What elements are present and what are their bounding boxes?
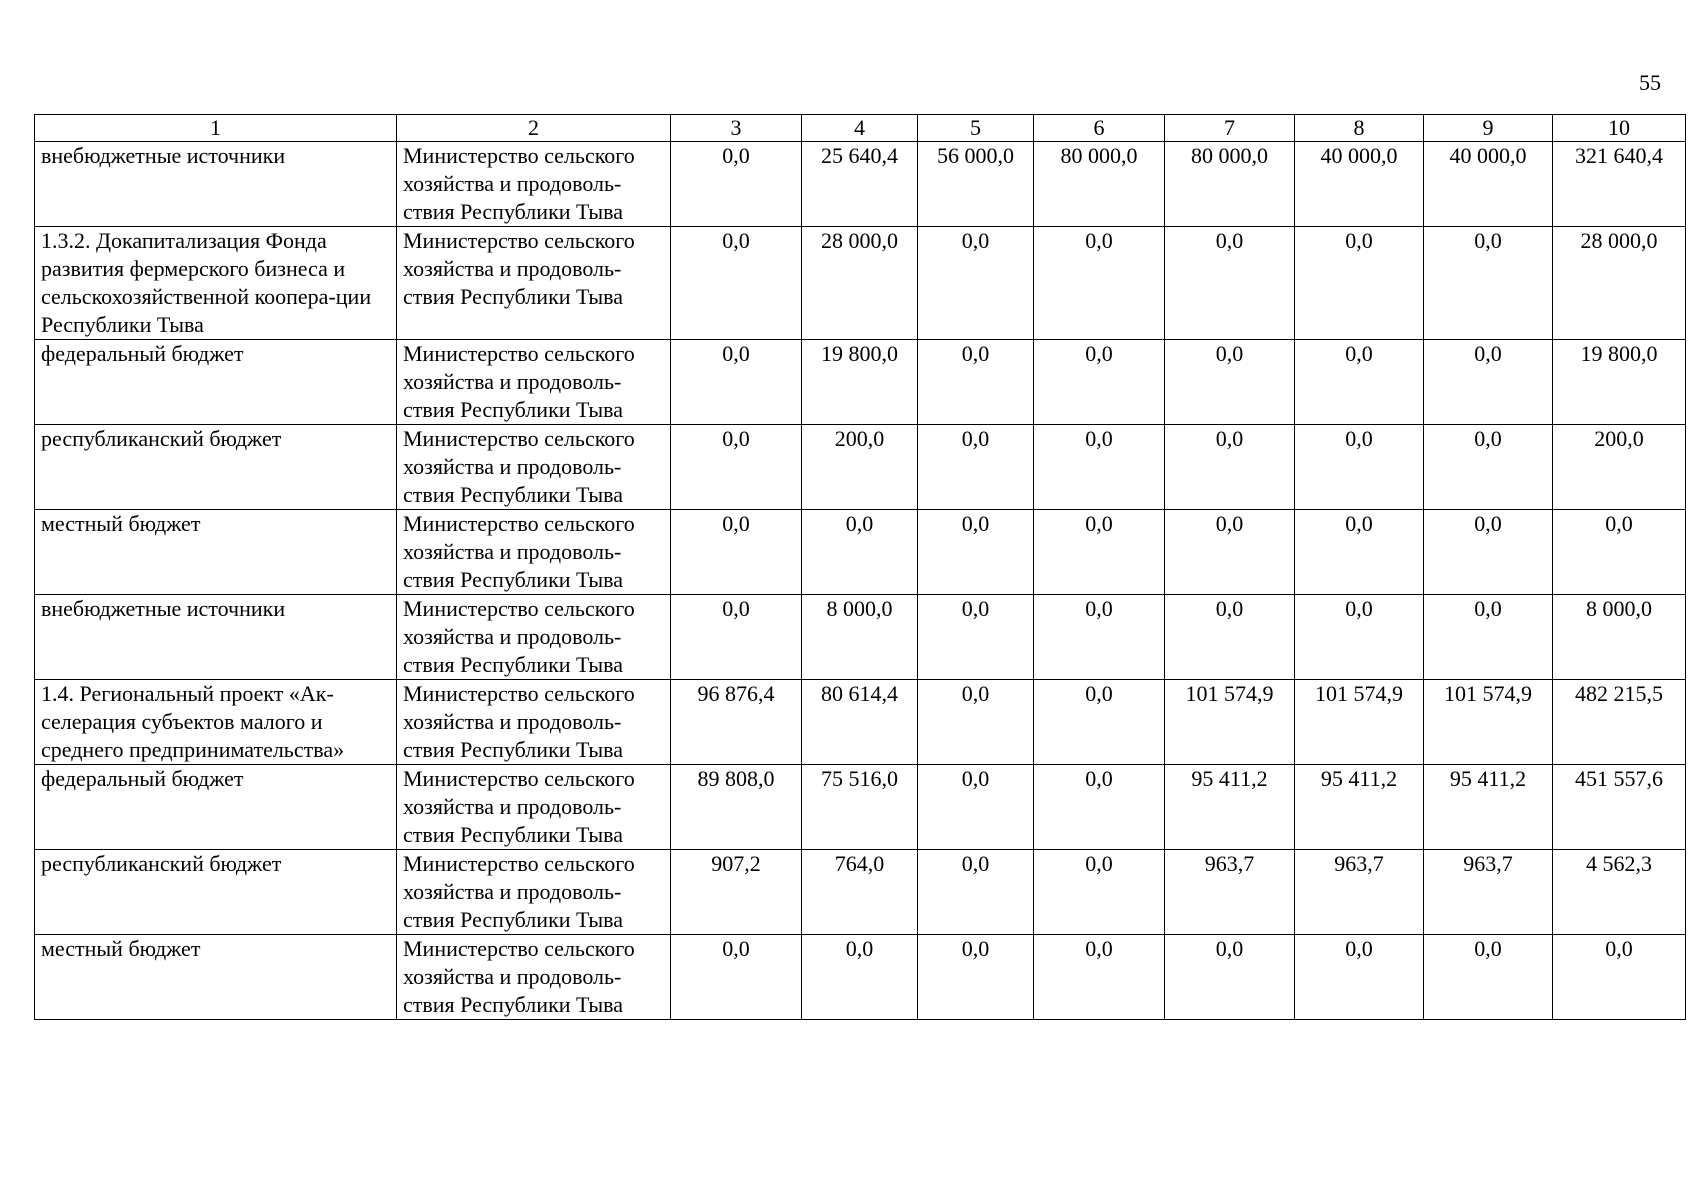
value-cell: 28 000,0 bbox=[1553, 227, 1686, 340]
table-row bbox=[35, 935, 1686, 1020]
value-cell: 95 411,2 bbox=[1424, 765, 1553, 850]
value-cell: 0,0 bbox=[1165, 227, 1295, 340]
table-row bbox=[35, 142, 1686, 227]
table-row bbox=[35, 425, 1686, 510]
value-cell: 8 000,0 bbox=[1553, 595, 1686, 680]
row-name-cell: 1.4. Региональный проект «Ак-селерация субъектов малого и среднего предпринимательства» bbox=[35, 680, 397, 765]
value-cell: 764,0 bbox=[802, 850, 918, 935]
value-cell: 0,0 bbox=[802, 510, 918, 595]
value-cell: 0,0 bbox=[1424, 935, 1553, 1020]
row-executor-cell: Министерство сельского хозяйства и продоволь-ствия Республики Тыва bbox=[397, 680, 671, 765]
value-cell: 0,0 bbox=[1553, 510, 1686, 595]
row-executor-cell: Министерство сельского хозяйства и продоволь-ствия Республики Тыва bbox=[397, 850, 671, 935]
value-cell: 95 411,2 bbox=[1295, 765, 1424, 850]
column-header: 10 bbox=[1553, 115, 1686, 142]
row-name-cell: местный бюджет bbox=[35, 935, 397, 1020]
value-cell: 907,2 bbox=[671, 850, 802, 935]
value-cell: 0,0 bbox=[671, 142, 802, 227]
table-header-row bbox=[35, 115, 1686, 142]
column-header: 6 bbox=[1034, 115, 1165, 142]
value-cell: 0,0 bbox=[1295, 595, 1424, 680]
table-row bbox=[35, 595, 1686, 680]
value-cell: 0,0 bbox=[1424, 510, 1553, 595]
value-cell: 0,0 bbox=[671, 425, 802, 510]
value-cell: 75 516,0 bbox=[802, 765, 918, 850]
row-executor-cell: Министерство сельского хозяйства и продоволь-ствия Республики Тыва bbox=[397, 340, 671, 425]
value-cell: 19 800,0 bbox=[802, 340, 918, 425]
value-cell: 0,0 bbox=[1295, 340, 1424, 425]
value-cell: 0,0 bbox=[1295, 510, 1424, 595]
value-cell: 101 574,9 bbox=[1424, 680, 1553, 765]
table-row bbox=[35, 510, 1686, 595]
row-name-cell: федеральный бюджет bbox=[35, 765, 397, 850]
value-cell: 0,0 bbox=[1295, 227, 1424, 340]
value-cell: 0,0 bbox=[671, 340, 802, 425]
value-cell: 0,0 bbox=[918, 850, 1034, 935]
value-cell: 28 000,0 bbox=[802, 227, 918, 340]
value-cell: 0,0 bbox=[918, 227, 1034, 340]
value-cell: 40 000,0 bbox=[1424, 142, 1553, 227]
value-cell: 0,0 bbox=[918, 340, 1034, 425]
value-cell: 101 574,9 bbox=[1295, 680, 1424, 765]
value-cell: 0,0 bbox=[1424, 227, 1553, 340]
value-cell: 0,0 bbox=[671, 227, 802, 340]
column-header: 7 bbox=[1165, 115, 1295, 142]
table-row bbox=[35, 340, 1686, 425]
value-cell: 0,0 bbox=[1034, 425, 1165, 510]
value-cell: 0,0 bbox=[1295, 935, 1424, 1020]
value-cell: 0,0 bbox=[1034, 227, 1165, 340]
column-header: 1 bbox=[35, 115, 397, 142]
table-row bbox=[35, 765, 1686, 850]
column-header: 8 bbox=[1295, 115, 1424, 142]
value-cell: 0,0 bbox=[1034, 595, 1165, 680]
column-header: 4 bbox=[802, 115, 918, 142]
value-cell: 451 557,6 bbox=[1553, 765, 1686, 850]
value-cell: 96 876,4 bbox=[671, 680, 802, 765]
value-cell: 0,0 bbox=[671, 510, 802, 595]
value-cell: 0,0 bbox=[1034, 340, 1165, 425]
value-cell: 0,0 bbox=[1424, 595, 1553, 680]
value-cell: 40 000,0 bbox=[1295, 142, 1424, 227]
row-executor-cell: Министерство сельского хозяйства и продоволь-ствия Республики Тыва bbox=[397, 227, 671, 340]
value-cell: 80 000,0 bbox=[1165, 142, 1295, 227]
row-executor-cell: Министерство сельского хозяйства и продоволь-ствия Республики Тыва bbox=[397, 425, 671, 510]
value-cell: 963,7 bbox=[1424, 850, 1553, 935]
value-cell: 963,7 bbox=[1165, 850, 1295, 935]
value-cell: 0,0 bbox=[918, 425, 1034, 510]
value-cell: 0,0 bbox=[918, 935, 1034, 1020]
column-header: 3 bbox=[671, 115, 802, 142]
table-row bbox=[35, 850, 1686, 935]
value-cell: 95 411,2 bbox=[1165, 765, 1295, 850]
budget-table bbox=[34, 114, 1686, 1020]
row-executor-cell: Министерство сельского хозяйства и продоволь-ствия Республики Тыва bbox=[397, 595, 671, 680]
column-header: 9 bbox=[1424, 115, 1553, 142]
value-cell: 0,0 bbox=[1034, 935, 1165, 1020]
value-cell: 0,0 bbox=[1165, 935, 1295, 1020]
value-cell: 0,0 bbox=[1034, 510, 1165, 595]
row-name-cell: внебюджетные источники bbox=[35, 142, 397, 227]
value-cell: 0,0 bbox=[1034, 680, 1165, 765]
page-number: 55 bbox=[1639, 70, 1661, 95]
row-name-cell: республиканский бюджет bbox=[35, 850, 397, 935]
value-cell: 0,0 bbox=[671, 935, 802, 1020]
row-executor-cell: Министерство сельского хозяйства и продоволь-ствия Республики Тыва bbox=[397, 935, 671, 1020]
value-cell: 0,0 bbox=[671, 595, 802, 680]
value-cell: 963,7 bbox=[1295, 850, 1424, 935]
value-cell: 0,0 bbox=[918, 765, 1034, 850]
value-cell: 0,0 bbox=[1295, 425, 1424, 510]
value-cell: 0,0 bbox=[802, 935, 918, 1020]
row-executor-cell: Министерство сельского хозяйства и продоволь-ствия Республики Тыва bbox=[397, 142, 671, 227]
value-cell: 0,0 bbox=[1034, 765, 1165, 850]
table-row bbox=[35, 227, 1686, 340]
value-cell: 0,0 bbox=[1165, 425, 1295, 510]
value-cell: 482 215,5 bbox=[1553, 680, 1686, 765]
table-row bbox=[35, 680, 1686, 765]
value-cell: 200,0 bbox=[802, 425, 918, 510]
value-cell: 80 614,4 bbox=[802, 680, 918, 765]
value-cell: 4 562,3 bbox=[1553, 850, 1686, 935]
value-cell: 0,0 bbox=[918, 680, 1034, 765]
row-name-cell: федеральный бюджет bbox=[35, 340, 397, 425]
row-executor-cell: Министерство сельского хозяйства и продоволь-ствия Республики Тыва bbox=[397, 510, 671, 595]
value-cell: 89 808,0 bbox=[671, 765, 802, 850]
value-cell: 0,0 bbox=[1553, 935, 1686, 1020]
value-cell: 80 000,0 bbox=[1034, 142, 1165, 227]
column-header: 2 bbox=[397, 115, 671, 142]
value-cell: 101 574,9 bbox=[1165, 680, 1295, 765]
value-cell: 19 800,0 bbox=[1553, 340, 1686, 425]
value-cell: 0,0 bbox=[1165, 595, 1295, 680]
value-cell: 0,0 bbox=[918, 510, 1034, 595]
value-cell: 0,0 bbox=[1424, 340, 1553, 425]
row-executor-cell: Министерство сельского хозяйства и продоволь-ствия Республики Тыва bbox=[397, 765, 671, 850]
column-header: 5 bbox=[918, 115, 1034, 142]
value-cell: 0,0 bbox=[1165, 340, 1295, 425]
value-cell: 0,0 bbox=[918, 595, 1034, 680]
value-cell: 200,0 bbox=[1553, 425, 1686, 510]
value-cell: 8 000,0 bbox=[802, 595, 918, 680]
row-name-cell: внебюджетные источники bbox=[35, 595, 397, 680]
value-cell: 321 640,4 bbox=[1553, 142, 1686, 227]
row-name-cell: республиканский бюджет bbox=[35, 425, 397, 510]
value-cell: 0,0 bbox=[1424, 425, 1553, 510]
value-cell: 56 000,0 bbox=[918, 142, 1034, 227]
row-name-cell: местный бюджет bbox=[35, 510, 397, 595]
row-name-cell: 1.3.2. Докапитализация Фонда развития фермерского бизнеса и сельскохозяйственной коопера-ции Республики Тыва bbox=[35, 227, 397, 340]
value-cell: 25 640,4 bbox=[802, 142, 918, 227]
value-cell: 0,0 bbox=[1034, 850, 1165, 935]
value-cell: 0,0 bbox=[1165, 510, 1295, 595]
